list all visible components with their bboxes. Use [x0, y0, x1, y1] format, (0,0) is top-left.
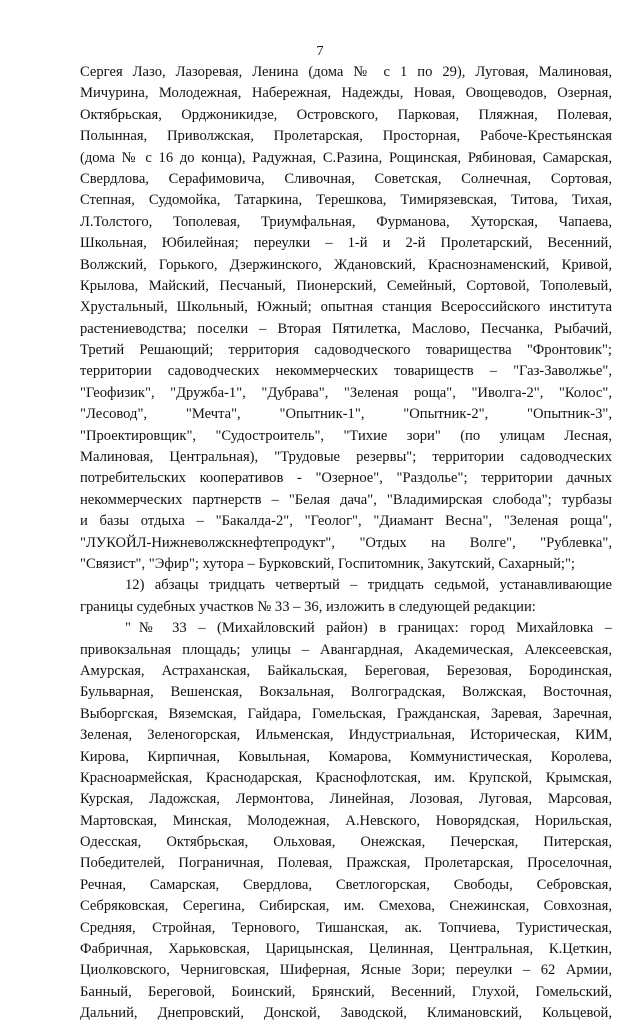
- text-line: Школьная, Юбилейная; переулки – 1-й и 2-й Пролетарский, Весенний,: [80, 235, 612, 252]
- text-line: некоммерческих партнерств – "Белая дача", "Владимирская слобода"; турбазы: [80, 491, 612, 508]
- text-line: Степная, Судомойка, Татаркина, Терешкова, Тимирязевская, Титова, Тихая,: [80, 192, 612, 209]
- text-line: Банный, Береговой, Боинский, Брянский, Весенний, Глухой, Гомельский,: [80, 983, 612, 1000]
- text-line: Хрустальный, Школьный, Южный; опытная станция Всероссийского института: [80, 299, 612, 316]
- text-line: Волжский, Горького, Дзержинского, Ждановский, Краснознаменский, Кривой,: [80, 256, 612, 273]
- text-line: территории садоводческих некоммерческих товариществ – "Газ-Заволжье",: [80, 363, 612, 380]
- text-line: Дальний, Днепровский, Донской, Заводской, Климановский, Кольцевой,: [80, 1005, 612, 1022]
- text-line: "Связист", "Эфир"; хутора – Бурковский, Госпитомник, Закутский, Сахарный;";: [80, 555, 575, 572]
- text-line: Циолковского, Черниговская, Шиферная, Ясные Зори; переулки – 62 Армии,: [80, 962, 612, 979]
- text-line: Фабричная, Харьковская, Царицынская, Целинная, Центральная, К.Цеткин,: [80, 941, 612, 958]
- text-line: Кирова, Кирпичная, Ковыльная, Комарова, Коммунистическая, Королева,: [80, 748, 612, 765]
- text-line: Малиновая, Центральная), "Трудовые резервы"; территории садоводческих: [80, 449, 612, 466]
- text-line: привокзальная площадь; улицы – Авангардная, Академическая, Алексеевская,: [80, 641, 612, 658]
- text-line: "№ 33 – (Михайловский район) в границах: город Михайловка –: [125, 620, 612, 637]
- text-line: Третий Решающий; территория садоводческого товарищества "Фронтовик";: [80, 342, 612, 359]
- text-line: Крылова, Майский, Песчаный, Пионерский, Семейный, Сортовой, Тополевый,: [80, 277, 612, 294]
- text-line: Красноармейская, Краснодарская, Краснофлотская, им. Крупской, Крымская,: [80, 769, 612, 786]
- text-line: Полынная, Приволжская, Пролетарская, Просторная, Рабоче-Крестьянская: [80, 128, 612, 145]
- text-line: границы судебных участков № 33 – 36, изложить в следующей редакции:: [80, 598, 536, 615]
- text-line: Зеленая, Зеленогорская, Ильменская, Индустриальная, Историческая, КИМ,: [80, 727, 612, 744]
- text-line: Л.Толстого, Тополевая, Триумфальная, Фурманова, Хуторская, Чапаева,: [80, 213, 612, 230]
- text-line: Выборгская, Вяземская, Гайдара, Гомельская, Гражданская, Заревая, Заречная,: [80, 705, 612, 722]
- text-line: Речная, Самарская, Свердлова, Светлогорская, Свободы, Себровская,: [80, 876, 612, 893]
- text-line: Свердлова, Серафимовича, Сливочная, Советская, Солнечная, Сортовая,: [80, 170, 612, 187]
- text-line: Себряковская, Серегина, Сибирская, им. Смехова, Снежинская, Совхозная,: [80, 898, 612, 915]
- text-line: Бульварная, Вешенская, Вокзальная, Волгоградская, Волжская, Восточная,: [80, 684, 612, 701]
- text-line: "ЛУКОЙЛ-Нижневолжскнефтепродукт", "Отдых на Волге", "Рублевка",: [80, 534, 612, 551]
- text-line: растениеводства; поселки – Вторая Пятилетка, Маслово, Песчанка, Рыбачий,: [80, 320, 612, 337]
- text-line: Мартовская, Минская, Молодежная, А.Невского, Новорядская, Норильская,: [80, 812, 612, 829]
- text-line: Курская, Ладожская, Лермонтова, Линейная, Лозовая, Луговая, Марсовая,: [80, 791, 612, 808]
- text-line: "Лесовод", "Мечта", "Опытник-1", "Опытник-2", "Опытник-3",: [80, 406, 612, 423]
- text-line: Средняя, Стройная, Тернового, Тишанская, ак. Топчиева, Туристическая,: [80, 919, 612, 936]
- document-body: [80, 62, 612, 1025]
- text-line: Сергея Лазо, Лазоревая, Ленина (дома № с 1 по 29), Луговая, Малиновая,: [80, 64, 612, 80]
- text-line: и базы отдыха – "Бакалда-2", "Геолог", "Диамант Весна", "Зеленая роща",: [80, 513, 612, 530]
- text-line: Одесская, Октябрьская, Ольховая, Онежская, Печерская, Питерская,: [80, 834, 612, 851]
- text-line: (дома № с 16 до конца), Радужная, С.Разина, Рощинская, Рябиновая, Самарская,: [80, 149, 612, 166]
- text-line: Амурская, Астраханская, Байкальская, Береговая, Березовая, Бородинская,: [80, 662, 612, 679]
- text-line: Мичурина, Молодежная, Набережная, Надежды, Новая, Овощеводов, Озерная,: [80, 85, 612, 102]
- text-line: Октябрьская, Орджоникидзе, Островского, Парковая, Пляжная, Полевая,: [80, 106, 612, 123]
- text-line: потребительских кооперативов - "Озерное", "Раздолье"; территории дачных: [80, 470, 612, 487]
- text-line: 12) абзацы тридцать четвертый – тридцать седьмой, устанавливающие: [125, 577, 612, 594]
- text-line: Победителей, Пограничная, Полевая, Пражская, Пролетарская, Проселочная,: [80, 855, 612, 872]
- text-line: "Проектировщик", "Судостроитель", "Тихие зори" (по улицам Лесная,: [80, 427, 612, 444]
- page-number: 7: [316, 44, 324, 59]
- text-line: "Геофизик", "Дружба-1", "Дубрава", "Зеленая роща", "Иволга-2", "Колос",: [80, 384, 612, 401]
